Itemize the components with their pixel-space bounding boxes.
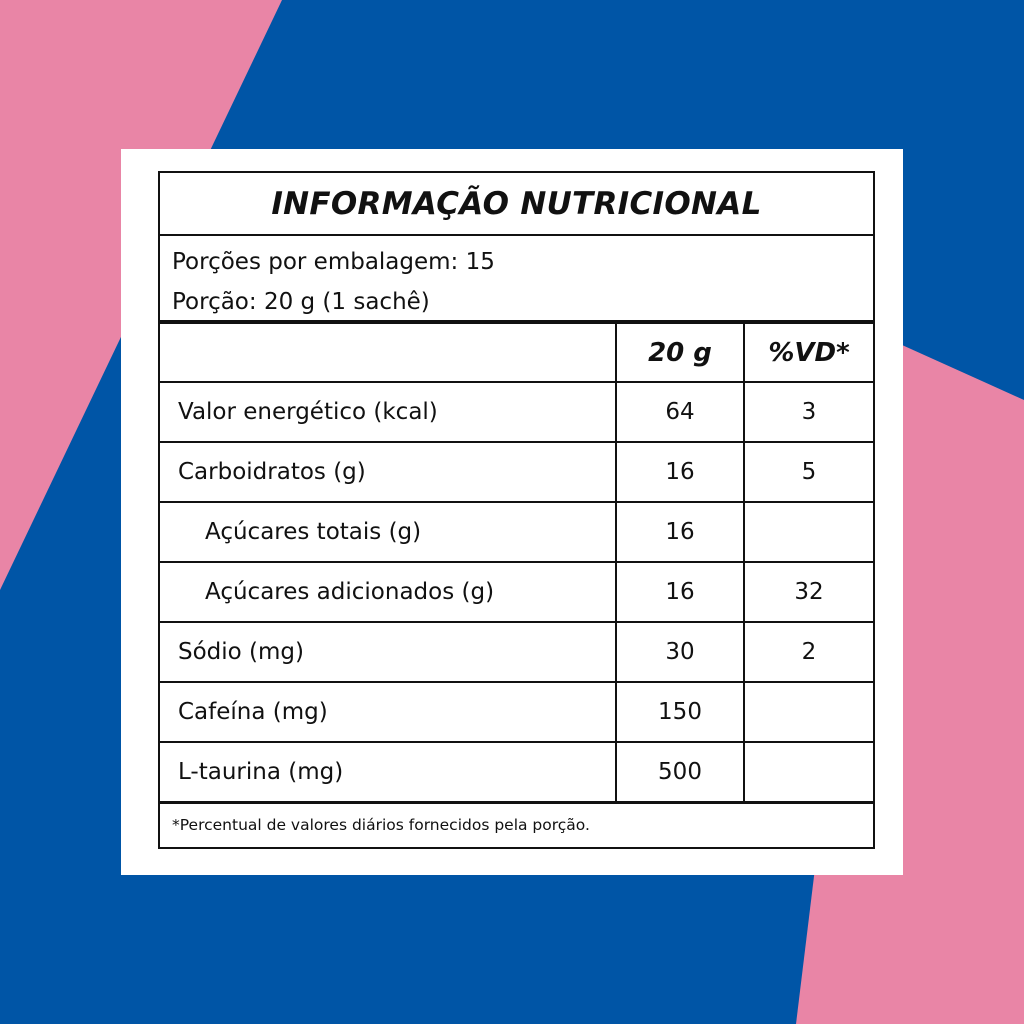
nutrient-amount: 16 [616,562,744,622]
nutrient-name: Valor energético (kcal) [160,382,616,442]
nutrient-amount: 150 [616,682,744,742]
nutrition-table [160,324,873,804]
nutrient-name: Cafeína (mg) [160,682,616,742]
nutrient-dv: 3 [744,382,873,442]
nutrient-name: Carboidratos (g) [160,442,616,502]
nutrient-amount: 16 [616,442,744,502]
nutrient-name: Açúcares totais (g) [160,502,616,562]
servings-per-package: Porções por embalagem: 15 [172,249,495,275]
nutrient-name: Sódio (mg) [160,622,616,682]
table-row [160,742,873,802]
table-header-row [160,324,873,382]
nutrient-name: Açúcares adicionados (g) [160,562,616,622]
nutrient-name: L-taurina (mg) [160,742,616,802]
nutrient-dv: 5 [744,442,873,502]
nutrient-dv: 2 [744,622,873,682]
nutrient-dv: 32 [744,562,873,622]
nutrient-dv [744,742,873,802]
table-row [160,682,873,742]
nutrient-amount: 64 [616,382,744,442]
nutrient-dv [744,502,873,562]
table-row [160,382,873,442]
nutrient-dv [744,682,873,742]
nutrient-amount: 16 [616,502,744,562]
nutrient-amount: 500 [616,742,744,802]
header-nutrient [160,324,616,382]
table-row [160,562,873,622]
label-title: INFORMAÇÃO NUTRICIONAL [160,173,873,236]
table-row [160,502,873,562]
header-amount: 20 g [616,324,744,382]
servings-info [160,236,873,324]
nutrient-amount: 30 [616,622,744,682]
portion-size: Porção: 20 g (1 sachê) [172,289,430,315]
table-row [160,442,873,502]
nutrition-facts-label [158,171,875,849]
footnote: *Percentual de valores diários fornecidos pela porção. [172,816,590,834]
table-row [160,622,873,682]
header-daily-value: %VD* [744,324,873,382]
